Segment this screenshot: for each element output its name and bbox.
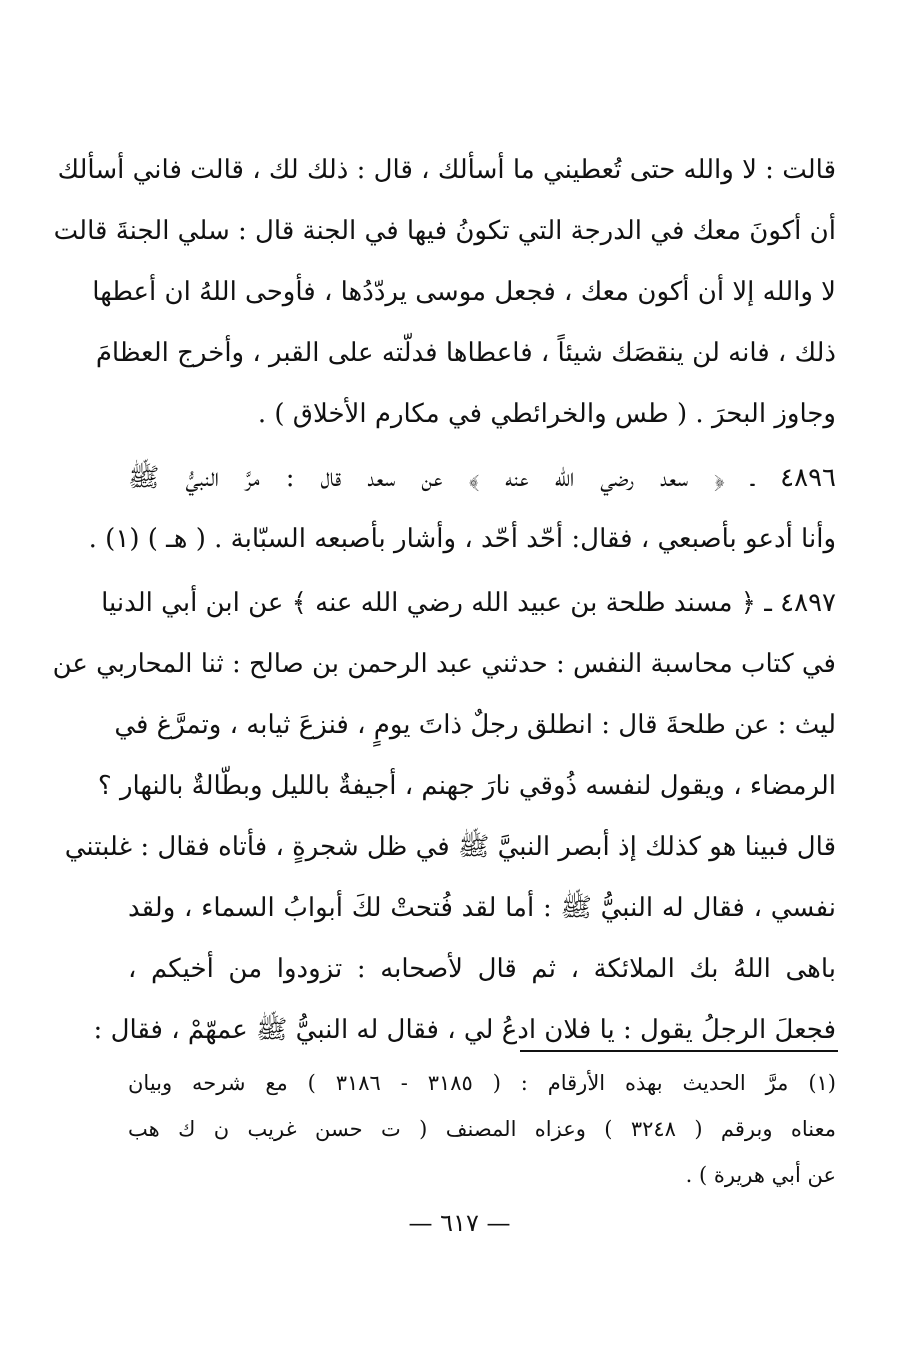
text-line: في كتاب محاسبة النفس : حدثني عبد الرحمن بن صالح : ثنا المحاربي عن: [52, 649, 836, 679]
text-line: فجعلَ الرجلُ يقول : يا فلان ادعُ لي ، فقال له النبيُّ ﷺ عمهّمْ ، فقال :: [93, 1015, 836, 1045]
footnote-divider: [520, 1050, 838, 1052]
text-line: ٤٨٩٧ ـ ﴿ مسند طلحة بن عبيد الله رضي الله عنه ﴾ عن ابن أبي الدنيا: [101, 588, 836, 618]
text-line: ٤٨٩٦ ـ ﴿ سعد رضي الله عنه ﴾ عن سعد قال : مرَّ النبيُّ ﷺ: [128, 463, 836, 493]
text-line: وجاوز البحرَ . ( طس والخرائطي في مكارم الأخلاق ) .: [257, 399, 836, 429]
footnote-line: عن أبي هريرة ) .: [685, 1163, 836, 1187]
footnote-line: (١) مرَّ الحديث بهذه الأرقام : ( ٣١٨٥ - ٣١٨٦ ) مع شرحه وبيان: [128, 1071, 836, 1095]
text-line: وأنا أدعو بأصبعي ، فقال: أحّد أحّد ، وأشار بأصبعه السبّابة . ( هـ ) (١) .: [88, 524, 836, 554]
text-line: أن أكونَ معك في الدرجة التي تكونُ فيها في الجنة قال : سلي الجنةَ قالت: [53, 216, 836, 246]
text-line: باهى اللهُ بك الملائكة ، ثم قال لأصحابه : تزودوا من أخيكم ،: [128, 954, 836, 984]
footnote-line: معناه وبرقم ( ٣٢٤٨ ) وعزاه المصنف ( ت حسن غريب ن ك هب: [128, 1117, 836, 1141]
text-line: الرمضاء ، ويقول لنفسه ذُوقي نارَ جهنم ، أجيفةٌ بالليل وبطّالةٌ بالنهار ؟: [97, 771, 836, 801]
page-number: — ٦١٧ —: [408, 1209, 511, 1237]
text-line: لا والله إلا أن أكون معك ، فجعل موسى يردّدُها ، فأوحى اللهُ ان أعطها: [92, 277, 836, 307]
footnote-block: [128, 1060, 836, 1198]
text-line: قالت : لا والله حتى تُعطيني ما أسألك ، قال : ذلك لك ، قالت فاني أسألك: [57, 155, 836, 185]
text-line: ذلك ، فانه لن ينقصَك شيئاً ، فاعطاها فدلّته على القبر ، وأخرج العظامَ: [95, 338, 836, 368]
paragraph-hadith-4897: [52, 573, 836, 1061]
text-line: ليث : عن طلحةَ قال : انطلق رجلٌ ذاتَ يومٍ ، فنزعَ ثيابه ، وتمرَّغ في: [114, 710, 836, 740]
text-line: قال فبينا هو كذلك إذ أبصر النبيَّ ﷺ في ظل شجرةٍ ، فأتاه فقال : غلبتني: [64, 832, 836, 862]
paragraph-story-continuation: [53, 140, 836, 445]
text-line: نفسي ، فقال له النبيُّ ﷺ : أما لقد فُتحتْ لكَ أبوابُ السماء ، ولقد: [128, 893, 836, 923]
paragraph-hadith-4896: [88, 448, 836, 570]
